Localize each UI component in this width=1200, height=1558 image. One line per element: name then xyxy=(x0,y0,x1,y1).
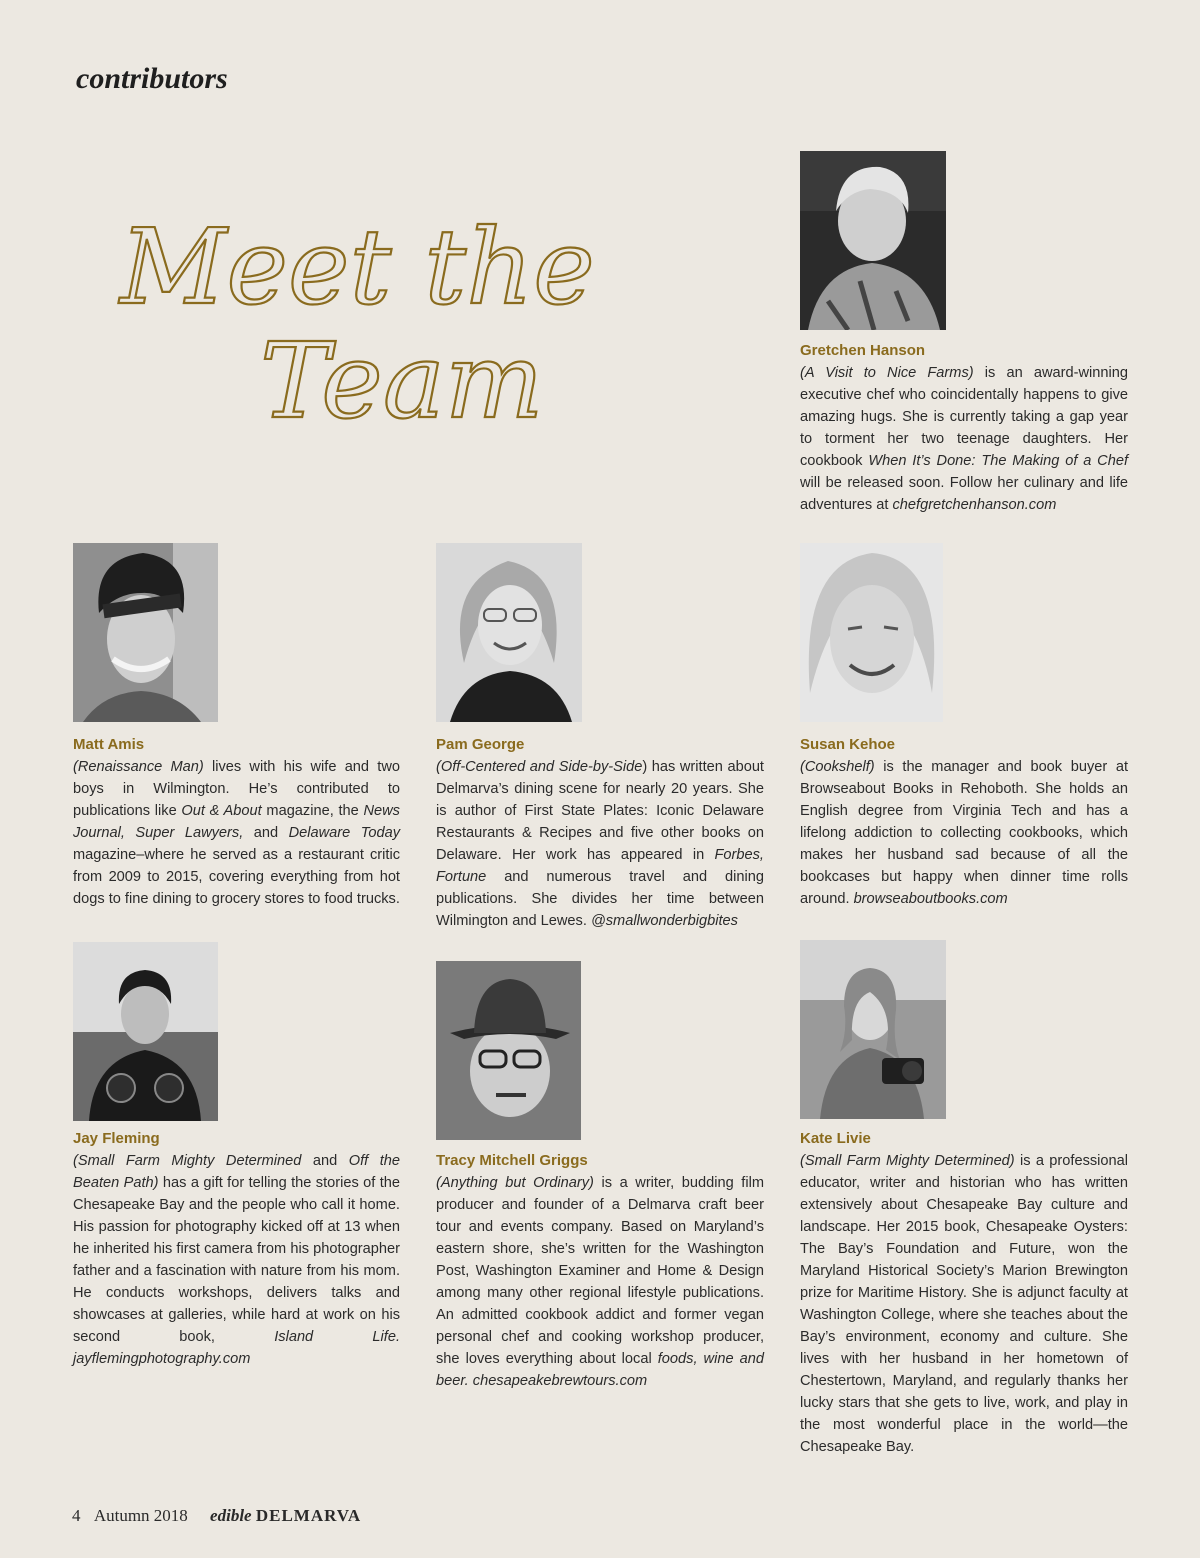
story-credit: (Off-Centered and Side-by-Side xyxy=(436,759,643,775)
bio-text: magazine, the xyxy=(261,803,364,819)
book-title: When It’s Done: The Making of a Chef xyxy=(868,453,1129,469)
portrait-tracy-mitchell-griggs xyxy=(436,961,581,1140)
contributor-name: Jay Fleming xyxy=(73,1130,160,1147)
story-credit: (Renaissance Man) xyxy=(73,759,204,775)
bio-text: ) has written about Delmarva’s dining scene for nearly 20 years. She is author of First State Plates: Iconic Delaware Restaurants & Recipes and five other books on Delaware. Her work has appeared in xyxy=(436,759,764,863)
bio-text: has a gift for telling the stories of the Chesapeake Bay and the people who call it home. His passion for photography kicked off at 13 when he inherited his first camera from his photographer father and a fascination with nature from his mom. He conducts workshops, delivers talks and showcases at galleries, while hard at work on his second book, xyxy=(73,1175,400,1345)
contributor-name: Kate Livie xyxy=(800,1130,871,1147)
website-link[interactable]: foods, wine and beer. chesapeakebrewtours.com xyxy=(436,1351,764,1389)
publication-title: News Journal, Super Lawyers, xyxy=(73,803,400,841)
headline-script xyxy=(110,205,750,445)
bio-text: is a writer, budding film producer and founder of a Delmarva craft beer tour and events company. Based on Maryland’s eastern shore, she’s written for the Washington Post, Washington Examiner and Home & Design among many other regional lifestyle publications. An admitted cookbook addict and former vegan personal chef and cooking workshop producer, she loves everything about local xyxy=(436,1175,764,1367)
headline-line-1: Meet the xyxy=(120,206,595,328)
publication-prefix: edible xyxy=(210,1506,252,1525)
bio-text: is the manager and book buyer at Browseabout Books in Rehoboth. She holds an English degree from Virginia Tech and has a lifelong addiction to collecting cookbooks, which makes her husband sad because of all the bookcases but happy when dinner time rolls around. xyxy=(800,759,1128,907)
book-title: Island Life. jayflemingphotography.com xyxy=(73,1329,400,1367)
story-credit: (Anything but Ordinary) xyxy=(436,1175,594,1191)
bio-tracy-mitchell-griggs xyxy=(436,1150,764,1392)
story-credit: (Small Farm Mighty Determined) xyxy=(800,1153,1015,1169)
issue-season: Autumn 2018 xyxy=(93,1506,188,1525)
contributor-name: Tracy Mitchell Griggs xyxy=(436,1152,588,1169)
page-number: 4 xyxy=(72,1506,81,1525)
contributor-name: Gretchen Hanson xyxy=(800,342,926,359)
bio-kate-livie xyxy=(800,1128,1128,1458)
portrait-matt-amis xyxy=(73,543,218,722)
story-credit: (Small Farm Mighty Determined xyxy=(73,1153,302,1169)
story-credit: (A Visit to Nice Farms) xyxy=(800,365,974,381)
bio-text: lives with his wife and two boys in Wilmington. He’s contributed to publications like xyxy=(73,759,400,819)
story-credit: (Cookshelf) xyxy=(800,759,875,775)
bio-text: will be released soon. Follow her culinary and life adventures at xyxy=(800,475,1128,513)
page-footer xyxy=(72,1506,361,1526)
bio-text: and xyxy=(243,825,289,841)
bio-text: is an award-winning executive chef who coincidentally happens to give amazing hugs. She is currently taking a gap year to torment her two teenage daughters. Her cookbook xyxy=(800,365,1128,469)
page-headline xyxy=(110,205,750,445)
bio-text: and numerous travel and dining publications. She divides her time between Wilmington and Lewes. xyxy=(436,869,764,929)
website-link[interactable]: chefgretchenhanson.com xyxy=(892,497,1057,513)
bio-text: and xyxy=(301,1153,349,1169)
bio-gretchen-hanson xyxy=(800,340,1128,516)
contributor-name: Matt Amis xyxy=(73,736,145,753)
portrait-jay-fleming xyxy=(73,942,218,1121)
publication-title: Delaware Today xyxy=(288,825,400,841)
contributor-name: Pam George xyxy=(436,736,525,753)
bio-text: is a professional educator, writer and historian who has written extensively about Chesapeake Bay culture and landscape. Her 2015 book, Chesapeake Oysters: The Bay’s Foundation and Future, won the Maryland Historical Society’s Marion Brewington prize for Maritime History. She is adjunct faculty at Washington College, where she teaches about the Bay’s environment, economy and culture. She lives with her husband in her hometown of Chestertown, Maryland, and regularly thanks her lucky stars that she gets to live, work, and play in the most wonderful place in the world—the Chesapeake Bay. xyxy=(800,1153,1129,1455)
publication-title: Out & About xyxy=(181,803,262,819)
bio-text: magazine–where he served as a restaurant critic from 2009 to 2015, covering everything from hot dogs to fine dining to grocery stores to food trucks. xyxy=(73,847,400,907)
portrait-pam-george xyxy=(436,543,582,722)
bio-matt-amis xyxy=(73,734,400,910)
section-label: contributors xyxy=(76,62,228,95)
social-handle[interactable]: @smallwonderbigbites xyxy=(590,913,738,929)
portrait-gretchen-hanson xyxy=(800,151,946,330)
bio-pam-george xyxy=(436,734,764,932)
story-credit: Off the Beaten Path) xyxy=(73,1153,400,1191)
contributor-name: Susan Kehoe xyxy=(800,736,896,753)
headline-line-2: Team xyxy=(260,320,544,442)
publication-name: DELMARVA xyxy=(255,1506,362,1525)
bio-jay-fleming xyxy=(73,1128,400,1370)
publication-title: Forbes, Fortune xyxy=(436,847,764,885)
website-link[interactable]: browseaboutbooks.com xyxy=(853,891,1008,907)
bio-susan-kehoe xyxy=(800,734,1128,910)
portrait-susan-kehoe xyxy=(800,543,943,722)
portrait-kate-livie xyxy=(800,940,946,1119)
